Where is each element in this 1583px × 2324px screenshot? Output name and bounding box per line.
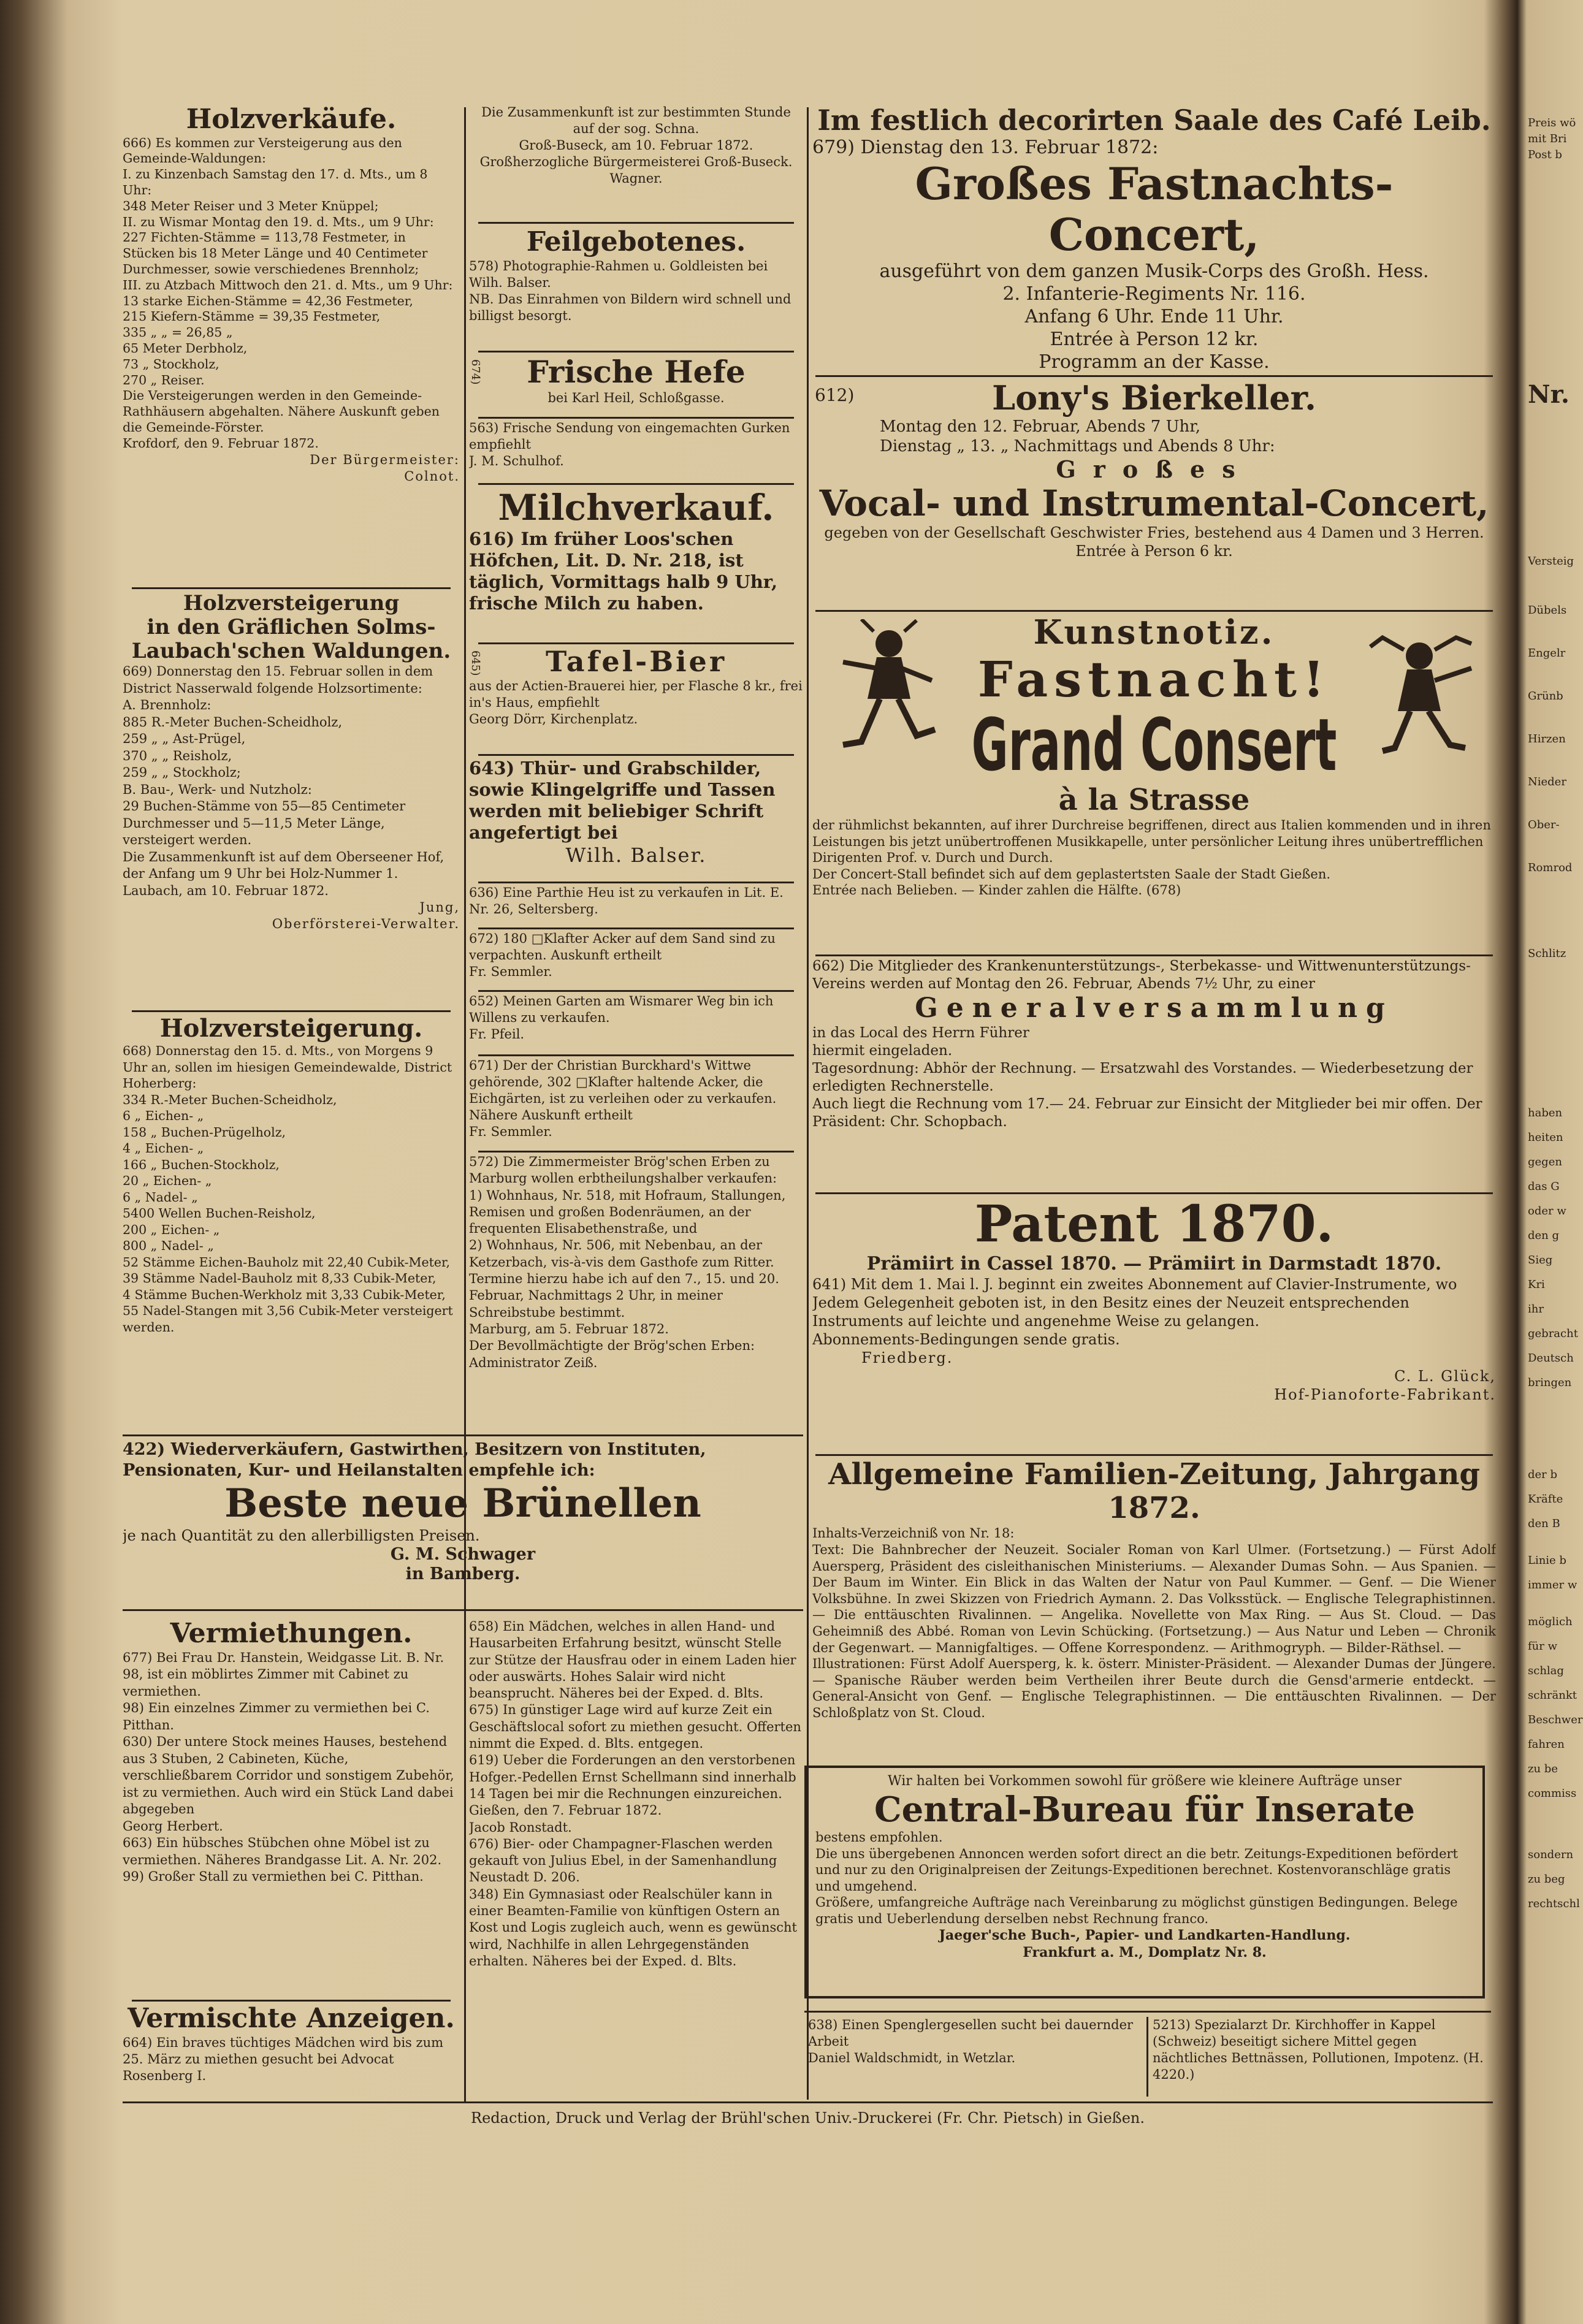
adjacent-page-fragment: Deutsch [1528, 1352, 1574, 1365]
patent-text: 641) Mit dem 1. Mai l. J. beginnt ein zweites Abonnement auf Clavier-Instrumente, wo Jedem Gelegenheit geboten ist, in den Besitz eines der Neuzeit entsprechenden Instruments auf leichte und angenehme Weise zu gelangen. Abonnements-Bedingungen sende gratis. [812, 1276, 1457, 1349]
patent-awards: Prämiirt in Cassel 1870. — Prämiirt in Darmstadt 1870. [866, 1253, 1442, 1275]
central-bureau-signature: Jaeger'sche Buch-, Papier- und Landkarten-Handlung. Frankfurt a. M., Domplatz Nr. 8. [939, 1927, 1351, 1961]
heu-text: 636) Eine Parthie Heu ist zu verkaufen in Lit. E. Nr. 26, Seltersberg. [469, 885, 784, 916]
bruenellen-intro: 422) Wiederverkäufern, Gastwirthen, Besitzern von Instituten, Pensionaten, Kur- und Heilanstalten empfehle ich: [123, 1440, 706, 1480]
adjacent-page-fragment: oder w [1528, 1205, 1566, 1217]
adjacent-page-fragment: schlag [1528, 1664, 1564, 1677]
lonys-heading: Lony's Bierkeller. [992, 379, 1316, 417]
lonys-dates: Montag den 12. Februar, Abends 7 Uhr, Dienstag „ 13. „ Nachmittags und Abends 8 Uhr: [880, 417, 1275, 456]
solms-laubach-text: 669) Donnerstag den 15. Februar sollen in dem District Nasserwald folgende Holzsortimente: A. Brennholz: 885 R.-Meter Buchen-Scheidholz, 259 „ „ Ast-Prügel, 370 „ „ Reisholz, 259 „ „ Stockholz; B. Bau-, Werk- und Nutzholz: 29 Buchen-Stämme von 55—85 Centimeter Durchmesser und 5—11,5 Meter Länge, versteigert werden. Die Zusammenkunft ist auf dem Oberseener Hof, der Anfang um 9 Uhr bei Holz-Nummer 1. Laubach, am 10. Februar 1872. [123, 664, 444, 898]
adjacent-page-fragment: sondern [1528, 1848, 1574, 1861]
adjacent-page-fragment: Dübels [1528, 604, 1567, 617]
acker-672-text: 672) 180 □Klafter Acker auf dem Sand sind zu verpachten. Auskunft ertheilt Fr. Semmler. [469, 931, 776, 979]
hoherberg-ad [123, 1015, 460, 1431]
adjacent-page-fragment: für w [1528, 1640, 1557, 1653]
patent-signature: C. L. Glück, Hof-Pianoforte-Fabrikant. [1274, 1368, 1496, 1404]
adjacent-page-fragment: mit Bri [1528, 132, 1567, 145]
thuerschilder-signature: Wilh. Balser. [565, 844, 707, 867]
adjacent-page-fragment: ihr [1528, 1303, 1544, 1316]
vermiethungen-heading: Vermiethungen. [170, 1618, 413, 1649]
spengler-text: 638) Einen Spenglergesellen sucht bei dauernder Arbeit Daniel Waldschmidt, in Wetzlar. [808, 2017, 1134, 2065]
vermiethungen-section [123, 1618, 460, 1998]
patent-city: Friedberg. [861, 1349, 953, 1367]
holzverkaeufe-heading: Holzverkäufe. [186, 104, 397, 135]
verein-agenda: in das Local des Herrn Führer hiermit eingeladen. Tagesordnung: Abhör der Rechnung. — Ersatzwahl des Vorstandes. — Wiederbesetzung der erledigten Rechnerstelle. Auch liegt die Rechnung vom 17.— 24. Februar zur Einsicht der Mitglieder bei mir offen. Der Präsident: Chr. Schopbach. [812, 1024, 1482, 1130]
central-bureau-heading: Central-Bureau für Inserate [874, 1789, 1415, 1830]
feilgebotenes-heading: Feilgebotenes. [526, 227, 746, 257]
tafel-bier-text: aus der Actien-Brauerei hier, per Flasche 8 kr., frei in's Haus, empfiehlt Georg Dörr, Kirchenplatz. [469, 678, 803, 726]
familien-zeitung-heading: Allgemeine Familien-Zeitung, Jahrgang 1872. [828, 1458, 1480, 1526]
kunstnotiz-ad [812, 613, 1496, 953]
familien-zeitung-text: Inhalts-Verzeichniß von Nr. 18: Text: Die Bahnbrecher der Neuzeit. Socialer Roman von Karl Ulmer. (Fortsetzung.) — Fürst Adolf Auersperg, Präsident des cisleithanischen Ministeriums. — Alexander Dumas Sohn. — Aus Spanien. — Der Baum im Winter. Ein Blick in das Walten der Natur von Paul Kummer. — Genf. — Die Wiener Volksbühne. In zwei Skizzen von Friedrich Aymann. 2. Das Volksstück. — Englische Telegraphistinnen. — Die enttäuschten Rivalinnen. — Angelika. Novellette von Max Ring. — Aus St. Cloud. — Das Geheimniß des Abbé. Roman von Levin Schücking. (Fortsetzung.) — Aus Natur und Leben — Chronik der Gegenwart. — Mannigfaltiges. — Offene Korrespondenz. — Arithmogryph. — Bilder-Räthsel. — Illustrationen: Fürst Adolf Auersperg, k. k. österr. Minister-Präsident. — Alexander Dumas der Jüngere. — Spanische Räuber werden beim Vertheilen ihrer Beute durch die Gensd'armerie entdeckt. — General-Ansicht von Genf. — Englische Telegraphistinnen. — Die enttäuschten Rivalinnen. — Der Schloßplatz von St. Cloud. [812, 1526, 1496, 1720]
acker-ad-672 [469, 931, 803, 989]
adjacent-page-fragment: Beschwer [1528, 1713, 1583, 1726]
frische-hefe-text: bei Karl Heil, Schloßgasse. [547, 390, 725, 405]
cafe-leib-ad [812, 104, 1496, 374]
adjacent-page-fragment: Engelr [1528, 647, 1566, 660]
milchverkauf-text: 616) Im früher Loos'schen Höfchen, Lit. D. Nr. 218, ist täglich, Vormittags halb 9 Uhr, frische Milch zu haben. [469, 528, 778, 614]
verein-intro: 662) Die Mitglieder des Krankenunterstützungs-, Sterbekasse- und Wittwenunterstützungs-Vereins werden auf Montag den 26. Februar, Abends 7½ Uhr, zu einer [812, 958, 1471, 992]
adjacent-page-heading: Nr. [1528, 380, 1570, 409]
kirchhoffer-text: 5213) Spezialarzt Dr. Kirchhoffer in Kappel (Schweiz) beseitigt sichere Mittel gegen nächtliches Bettnässen, Pollutionen, Impotenz. (H. 4220.) [1153, 2017, 1484, 2082]
holzverkaeufe-text: 666) Es kommen zur Versteigerung aus den Gemeinde-Waldungen: I. zu Kinzenbach Samstag den 17. d. Mts., um 8 Uhr: 348 Meter Reiser und 3 Meter Knüppel; II. zu Wismar Montag den 19. d. Mts., um 9 Uhr: 227 Fichten-Stämme = 113,78 Festmeter, in Stücken bis 18 Meter Länge und 40 Centimeter Durchmesser, sowie verschiedenes Brennholz; III. zu Atzbach Mittwoch den 21. d. Mts., um 9 Uhr: 13 starke Eichen-Stämme = 42,36 Festmeter, 215 Kiefern-Stämme = 39,35 Festmeter, 335 „ „ = 26,85 „ 65 Meter Derbholz, 73 „ Stockholz, 270 „ Reiser. Die Versteigerungen werden in den Gemeinde-Rathhäusern abgehalten. Nähere Auskunft geben die Gemeinde-Förster. Krofdorf, den 9. Februar 1872. [123, 135, 453, 451]
bruenellen-price-text: je nach Quantität zu den allerbilligsten Preisen. [123, 1526, 480, 1544]
gross-buseck-text: Die Zusammenkunft ist zur bestimmten Stunde auf der sog. Schna. Groß-Buseck, am 10. Februar 1872. Großherzogliche Bürgermeisterei Groß-Buseck. Wagner. [479, 105, 793, 186]
milchverkauf-ad [469, 487, 803, 641]
thuerschilder-text: 643) Thür- und Grabschilder, sowie Klingelgriffe und Tassen werden mit beliebiger Schrift angefertigt bei [469, 758, 776, 843]
adjacent-page-fragment: Grünb [1528, 690, 1563, 703]
tafel-bier-heading: Tafel-Bier [545, 646, 727, 678]
familien-zeitung-ad [812, 1458, 1496, 1746]
adjacent-page-fragment: Versteig [1528, 555, 1574, 568]
solms-laubach-ad [123, 592, 460, 1008]
fastnacht-heading: Fastnacht! [977, 650, 1331, 709]
lonys-details: gegeben von der Gesellschaft Geschwister Fries, bestehend aus 4 Damen und 3 Herren. Entrée à Person 6 kr. [824, 524, 1484, 560]
cafe-leib-title: Im festlich decorirten Saale des Café Leib. [817, 104, 1491, 137]
adjacent-page-fragment: Ober- [1528, 818, 1560, 831]
lonys-grosses: Großes [1056, 455, 1253, 484]
jester-right-illustration [1358, 625, 1487, 760]
adjacent-page-fragment: Nieder [1528, 775, 1566, 788]
patent-1870-ad [812, 1195, 1496, 1453]
generalversammlung-heading: Generalversammlung [915, 992, 1394, 1024]
adjacent-page-fragment: Sieg [1528, 1254, 1553, 1267]
central-bureau-intro: Wir halten bei Vorkommen sowohl für größere wie kleinere Aufträge unser [887, 1773, 1402, 1789]
frische-hefe-number: 674) [469, 359, 482, 385]
frische-hefe-heading: Frische Hefe [527, 354, 746, 390]
adjacent-page-fragment: fahren [1528, 1738, 1565, 1751]
bruenellen-heading: Beste neue Brünellen [224, 1480, 701, 1526]
adjacent-page-fragment: Kräfte [1528, 1493, 1563, 1506]
adjacent-page-fragment: gebracht [1528, 1327, 1578, 1340]
frische-hefe-ad [469, 354, 803, 416]
adjacent-page-fragment: Post b [1528, 148, 1562, 161]
tafel-bier-number: 645) [469, 650, 482, 676]
milchverkauf-heading: Milchverkauf. [498, 487, 774, 528]
thuerschilder-ad [469, 758, 803, 880]
adjacent-page-sliver [1528, 92, 1583, 2115]
gurken-text: 563) Frische Sendung von eingemachten Gurken empfiehlt J. M. Schulhof. [469, 421, 790, 468]
adjacent-page-fragment: gegen [1528, 1156, 1562, 1168]
central-bureau-text: bestens empfohlen. Die uns übergebenen Annoncen werden sofort direct an die betr. Zeitungs-Expeditionen befördert und nur zu den Originalpreisen der Zeitungs-Expeditionen berechnet. Kostenvoranschläge gratis und umgehend. Größere, umfangreiche Aufträge nach Vereinbarung zu möglichst günstigen Bedingungen. Belege gratis und Ueberlendung derselben nebst Rechnung franco. [815, 1830, 1459, 1926]
lonys-bierkeller-ad [812, 379, 1496, 609]
solms-laubach-signature: Jung, Oberförsterei-Verwalter. [272, 900, 460, 932]
vocal-concert-heading: Vocal- und Instrumental-Concert, [819, 482, 1489, 524]
cafe-leib-date: 679) Dienstag den 13. Februar 1872: [812, 136, 1159, 158]
adjacent-page-fragment: Linie b [1528, 1554, 1566, 1567]
adjacent-page-fragment: den B [1528, 1517, 1560, 1530]
adjacent-page-fragment: zu beg [1528, 1873, 1565, 1886]
broeg-erben-text: 572) Die Zimmermeister Brög'schen Erben zu Marburg wollen erbtheilungshalber verkaufen: 1) Wohnhaus, Nr. 518, mit Hofraum, Stallungen, Remisen und großen Bodenräumen, an der frequenten Elisabethenstraße, und 2) Wohnhaus, Nr. 506, mit Nebenbau, an der Ketzerbach, vis-à-vis dem Gasthofe zum Ritter. Termine hierzu habe ich auf den 7., 15. und 20. Februar, Nachmittags 2 Uhr, in meiner Schreibstube bestimmt. Marburg, am 5. Februar 1872. Der Bevollmächtigte der Brög'schen Erben: Administrator Zeiß. [469, 1154, 786, 1370]
holzverkaeufe-signature: Der Bürgermeister: Colnot. [310, 452, 460, 484]
adjacent-page-fragment: Preis wö [1528, 116, 1576, 129]
adjacent-page-fragment: Hirzen [1528, 733, 1566, 745]
feilgebotenes-section [469, 227, 803, 349]
solms-laubach-heading: Holzversteigerung in den Gräflichen Solms-Laubach'schen Waldungen. [131, 592, 451, 664]
hoherberg-text: 668) Donnerstag den 15. d. Mts., von Morgens 9 Uhr an, sollen im hiesigen Gemeindewalde, District Hoherberg: 334 R.-Meter Buchen-Scheidholz, 6 „ Eichen- „ 158 „ Buchen-Prügelholz, 4 „ Eichen- „ 166 „ Buchen-Stockholz, 20 „ Eichen- „ 6 „ Nadel- „ 5400 Wellen Buchen-Reisholz, 200 „ Eichen- „ 800 „ Nadel- „ 52 Stämme Eichen-Bauholz mit 22,40 Cubik-Meter, 39 Stämme Nadel-Bauholz mit 8,33 Cubik-Meter, 4 Stämme Buchen-Werkholz mit 3,33 Cubik-Meter, 55 Nadel-Stangen mit 3,56 Cubik-Meter versteigert werden. [123, 1043, 453, 1335]
adjacent-page-fragment: Romrod [1528, 861, 1573, 874]
gross-buseck-notice [469, 104, 803, 221]
adjacent-page-fragment: schränkt [1528, 1689, 1577, 1702]
misc-ads-column [469, 1618, 803, 2109]
burckhard-text: 671) Der der Christian Burckhard's Wittwe gehörende, 302 □Klafter haltende Acker, die Eichgärten, ist zu verleihen oder zu verkaufen. Nähere Auskunft ertheilt Fr. Semmler. [469, 1058, 777, 1139]
feilgebotenes-text: 578) Photographie-Rahmen u. Goldleisten bei Wilh. Balser. NB. Das Einrahmen von Bildern wird schnell und billigst besorgt. [469, 258, 792, 323]
broeg-erben-ad [469, 1154, 803, 1430]
fastnachts-concert-heading: Großes Fastnachts-Concert, [915, 157, 1394, 261]
adjacent-page-fragment: den g [1528, 1229, 1560, 1242]
adjacent-page-fragment: bringen [1528, 1376, 1572, 1389]
vermischte-heading: Vermischte Anzeigen. [128, 2003, 455, 2034]
vermischte-section [123, 2003, 460, 2108]
central-bureau-box [804, 1766, 1485, 1998]
hoherberg-heading: Holzversteigerung. [159, 1015, 423, 1043]
adjacent-page-fragment: der b [1528, 1468, 1558, 1481]
holzverkaeufe-ad [123, 104, 460, 585]
bruenellen-ad [123, 1439, 803, 1605]
adjacent-page-fragment: rechtschl [1528, 1897, 1580, 1910]
grand-consert-heading: Grand Consert [971, 703, 1337, 788]
adjacent-page-fragment: zu be [1528, 1762, 1558, 1775]
garten-text: 652) Meinen Garten am Wismarer Weg bin ich Willens zu verkaufen. Fr. Pfeil. [469, 994, 774, 1042]
adjacent-page-fragment: Schlitz [1528, 947, 1566, 960]
imprint-footer [123, 2109, 1493, 2133]
adjacent-page-fragment: das G [1528, 1180, 1560, 1193]
cafe-leib-details: ausgeführt von dem ganzen Musik-Corps des Großh. Hess. 2. Infanterie-Regiments Nr. 116. Anfang 6 Uhr. Ende 11 Uhr. Entrée à Person 12 kr. Programm an der Kasse. [879, 261, 1429, 373]
adjacent-page-fragment: möglich [1528, 1615, 1573, 1628]
bruenellen-signature: G. M. Schwager in Bamberg. [390, 1544, 536, 1583]
adjacent-page-fragment: commiss [1528, 1787, 1577, 1800]
misc-ads-text: 658) Ein Mädchen, welches in allen Hand- und Hausarbeiten Erfahrung besitzt, wünscht Stelle zur Stütze der Hausfrau oder in einem Laden hier oder auswärts. Hohes Salair wird nicht beansprucht. Näheres bei der Exped. d. Blts. 675) In günstiger Lage wird auf kurze Zeit ein Geschäftslocal sofort zu miethen gesucht. Offerten nimmt die Exped. d. Blts. entgegen. 619) Ueber die Forderungen an den verstorbenen Hofger.-Pedellen Ernst Schellmann sind innerhalb 14 Tagen bei mir die Rechnungen einzureichen. Gießen, den 7. Februar 1872. Jacob Ronstadt. 676) Bier- oder Champagner-Flaschen werden gekauft von Julius Ebel, in der Samenhandlung Neustadt D. 206. 348) Ein Gymnasiast oder Realschüler kann in einer Beamten-Familie von künftigen Ostern an Kost und Logis zugleich auch, wenn es gewünscht wird, Nachhilfe in allen Lehrgegenständen erhalten. Näheres bei der Exped. d. Blts. [469, 1619, 801, 1968]
imprint-text: Redaction, Druck und Verlag der Brühl'schen Univ.-Druckerei (Fr. Chr. Pietsch) in Gießen. [471, 2109, 1145, 2127]
adjacent-page-fragment: immer w [1528, 1579, 1577, 1591]
generalversammlung-ad [812, 958, 1496, 1191]
gurken-ad [469, 420, 803, 481]
kirchhoffer-ad [1153, 2017, 1493, 2097]
tafel-bier-ad [469, 646, 803, 753]
heu-ad [469, 885, 803, 926]
garten-ad [469, 993, 803, 1053]
adjacent-page-fragment: heiten [1528, 1131, 1563, 1144]
lonys-number: 612) [815, 385, 855, 405]
vermischte-text: 664) Ein braves tüchtiges Mädchen wird bis zum 25. März zu miethen gesucht bei Advocat Rosenberg I. [123, 2035, 444, 2083]
kunstnotiz-heading: Kunstnotiz. [1033, 613, 1275, 652]
spengler-ad [808, 2017, 1142, 2090]
patent-heading: Patent 1870. [974, 1195, 1334, 1254]
a-la-strasse-heading: à la Strasse [1058, 782, 1250, 817]
adjacent-page-fragment: Kri [1528, 1278, 1545, 1291]
kunstnotiz-text: der rühmlichst bekannten, auf ihrer Durchreise begriffenen, direct aus Italien kommenden und in ihren Leistungen bis jetzt unübertroffenen Musikkapelle, unter persönlicher Leitung ihres unübertrefflichen Dirigenten Prof. v. Durch und Durch. Der Concert-Stall befindet sich auf dem geplastertsten Saale der Stadt Gießen. Entrée nach Belieben. — Kinder zahlen die Hälfte. (678) [812, 818, 1491, 898]
jester-left-illustration [825, 619, 947, 760]
vermiethungen-text: 677) Bei Frau Dr. Hanstein, Weidgasse Lit. B. Nr. 98, ist ein möblirtes Zimmer mit Cabinet zu vermiethen. 98) Ein einzelnes Zimmer zu vermiethen bei C. Pitthan. 630) Der untere Stock meines Hauses, bestehend aus 3 Stuben, 2 Cabineten, Küche, verschließbarem Corridor und sonstigem Zubehör, ist zu vermiethen. Auch wird ein Stück Land dabei abgegeben Georg Herbert. 663) Ein hübsches Stübchen ohne Möbel ist zu vermiethen. Näheres Brandgasse Lit. A. Nr. 202. 99) Großer Stall zu vermiethen bei C. Pitthan. [123, 1650, 454, 1884]
burckhard-ad [469, 1057, 803, 1149]
adjacent-page-fragment: haben [1528, 1107, 1563, 1119]
